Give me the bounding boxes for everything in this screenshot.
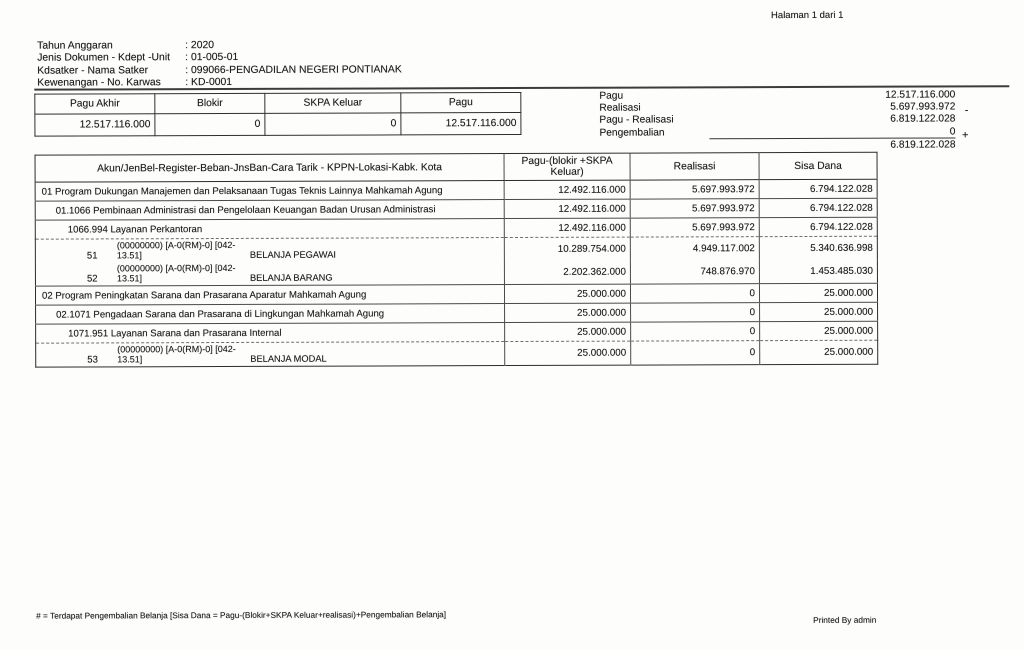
pagu-table-header-row bbox=[35, 92, 521, 114]
info-label: Kewenangan - No. Karwas bbox=[37, 77, 161, 89]
row-sisa-dana: 5.340.636.998 bbox=[759, 236, 877, 260]
row-pagu: 12.492.116.000 bbox=[504, 218, 630, 237]
minus-sign: - bbox=[964, 104, 969, 117]
info-value: : 01-005-01 bbox=[185, 52, 239, 64]
summary-label: Realisasi bbox=[599, 102, 641, 114]
row-sisa-dana: 25.000.000 bbox=[760, 321, 878, 340]
account-code: 53 bbox=[87, 354, 98, 366]
realisasi-column-header: Realisasi bbox=[630, 153, 759, 180]
row-pagu: 25.000.000 bbox=[505, 303, 631, 322]
info-row-kdsatker bbox=[37, 64, 402, 78]
summary-row-pengembalian bbox=[599, 126, 969, 141]
pagu-table-value-row bbox=[35, 112, 521, 136]
table-row-belanja-barang bbox=[35, 260, 877, 286]
row-sisa-dana: 6.794.122.028 bbox=[759, 198, 877, 217]
row-realisasi: 5.697.993.972 bbox=[630, 180, 759, 199]
row-pagu: 12.492.116.000 bbox=[504, 199, 630, 218]
row-sisa-dana: 6.794.122.028 bbox=[759, 179, 877, 198]
blokir-value: 0 bbox=[155, 113, 265, 135]
printed-by: Printed By admin bbox=[813, 614, 877, 625]
row-realisasi: 0 bbox=[630, 284, 759, 303]
description-column-header: Akun/JenBel-Register-Beban-JnsBan-Cara Tarik - KPPN-Lokasi-Kabk. Kota bbox=[35, 154, 504, 183]
row-description: 01.1066 Pembinaan Administrasi dan Pengelolaan Keuangan Badan Urusan Administrasi bbox=[55, 203, 436, 217]
row-sisa-dana: 25.000.000 bbox=[760, 340, 878, 364]
budget-detail-table bbox=[35, 152, 879, 368]
summary-label: Pagu - Realisasi bbox=[599, 114, 674, 127]
row-pagu: 10.289.754.000 bbox=[504, 237, 630, 261]
info-label: Jenis Dokumen - Kdept -Unit bbox=[37, 52, 171, 64]
table-row-belanja-pegawai bbox=[35, 236, 877, 262]
row-realisasi: 5.697.993.972 bbox=[630, 199, 759, 218]
row-realisasi: 5.697.993.972 bbox=[630, 218, 759, 237]
footnote: # = Terdapat Pengembalian Belanja [Sisa Dana = Pagu-(Blokir+SKPA Keluar+realisasi)+Pengembalian Belanja] bbox=[36, 609, 447, 621]
pagu-column-header: Pagu-(blokir +SKPA Keluar) bbox=[504, 153, 630, 180]
info-value: : KD-0001 bbox=[185, 76, 233, 89]
info-value: : 099066-PENGADILAN NEGERI PONTIANAK bbox=[185, 63, 402, 76]
pagu-summary-table bbox=[34, 92, 521, 137]
page-indicator: Halaman 1 dari 1 bbox=[771, 9, 844, 22]
budget-table-header-row bbox=[35, 152, 877, 182]
info-value: : 2020 bbox=[185, 40, 215, 52]
blokir-header: Blokir bbox=[155, 93, 265, 113]
row-pagu: 12.492.116.000 bbox=[504, 180, 630, 199]
summary-value: 6.819.122.028 bbox=[890, 113, 956, 126]
row-sisa-dana: 25.000.000 bbox=[759, 283, 877, 302]
row-description: 01 Program Dukungan Manajemen dan Pelaksanaan Tugas Teknis Lainnya Mahkamah Agung bbox=[41, 184, 443, 198]
row-realisasi: 4.949.117.002 bbox=[630, 237, 759, 261]
row-description: 02 Program Peningkatan Sarana dan Prasarana Aparatur Mahkamah Agung bbox=[41, 289, 367, 302]
summary-label: Pengembalian bbox=[599, 127, 665, 139]
row-realisasi: 0 bbox=[631, 303, 760, 322]
row-description: 1066.994 Layanan Perkantoran bbox=[67, 223, 203, 236]
document-info bbox=[37, 39, 402, 89]
info-label: Tahun Anggaran bbox=[37, 40, 113, 52]
account-detail: (00000000) [A-0(RM)-0] [042-13.51] bbox=[116, 262, 236, 284]
sisa-dana-column-header: Sisa Dana bbox=[759, 152, 877, 179]
info-label: Kdsatker - Nama Satker bbox=[37, 64, 149, 77]
summary-value: 5.697.993.972 bbox=[890, 101, 956, 113]
account-code: 51 bbox=[86, 250, 98, 262]
pagu-akhir-header: Pagu Akhir bbox=[35, 94, 155, 114]
row-realisasi: 0 bbox=[631, 341, 760, 365]
row-sisa-dana: 6.794.122.028 bbox=[759, 217, 877, 236]
row-pagu: 25.000.000 bbox=[505, 341, 631, 365]
row-realisasi: 0 bbox=[631, 322, 760, 341]
summary-label: Pagu bbox=[599, 90, 624, 102]
account-detail: (00000000) [A-0(RM)-0] [042-13.51] bbox=[117, 343, 236, 365]
row-pagu: 25.000.000 bbox=[504, 284, 630, 303]
account-code: 52 bbox=[86, 273, 98, 285]
row-pagu: 25.000.000 bbox=[505, 322, 631, 341]
summary-value: 0 bbox=[949, 126, 956, 138]
row-realisasi: 748.876.970 bbox=[630, 260, 759, 284]
plus-sign: + bbox=[961, 128, 969, 141]
pagu-value: 12.517.116.000 bbox=[401, 112, 521, 134]
table-row-belanja-modal bbox=[36, 340, 878, 367]
account-name: BELANJA MODAL bbox=[250, 353, 327, 364]
pagu-header: Pagu bbox=[401, 92, 521, 112]
skpa-keluar-header: SKPA Keluar bbox=[265, 93, 401, 113]
row-description: 02.1071 Pengadaan Sarana dan Prasarana di Lingkungan Mahkamah Agung bbox=[56, 307, 385, 321]
calculation-summary bbox=[599, 89, 969, 153]
summary-total-value: 6.819.122.028 bbox=[890, 139, 956, 151]
row-sisa-dana: 25.000.000 bbox=[760, 302, 878, 321]
skpa-keluar-value: 0 bbox=[265, 113, 401, 135]
account-detail: (00000000) [A-0(RM)-0] [042-13.51] bbox=[116, 239, 236, 261]
account-name: BELANJA BARANG bbox=[249, 272, 333, 283]
row-description: 1071.951 Layanan Sarana dan Prasarana Internal bbox=[68, 327, 282, 340]
summary-value: 12.517.116.000 bbox=[885, 89, 956, 101]
row-pagu: 2.202.362.000 bbox=[504, 261, 630, 285]
row-sisa-dana: 1.453.485.030 bbox=[759, 260, 877, 284]
pagu-akhir-value: 12.517.116.000 bbox=[35, 114, 155, 136]
account-name: BELANJA PEGAWAI bbox=[249, 249, 336, 260]
